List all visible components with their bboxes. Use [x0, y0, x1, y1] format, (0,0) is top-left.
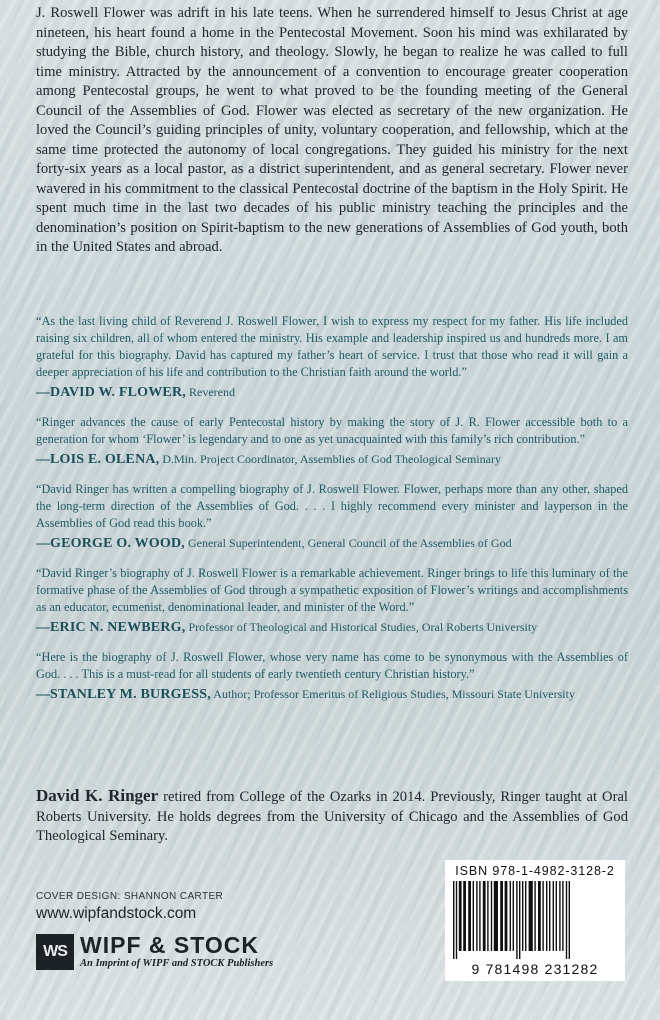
publisher-tagline: An Imprint of WIPF and STOCK Publishers: [80, 958, 274, 969]
endorsement-quote: “Ringer advances the cause of early Pentecostal history by making the story of J. R. Flower accessible both to a generation for whom ‘Flower’ is legendary and to one as yet unacquainted with this family’s rich contribution.”: [36, 415, 628, 446]
endorser-name: ERIC N. NEWBERG,: [50, 620, 186, 635]
endorsement-quote: “David Ringer has written a compelling biography of J. Roswell Flower. Flower, perhaps more than any other, shaped the long-term direction of the Assemblies of God. . . . I highly recommend every minister and layperson in the Assemblies of God read this book.”: [36, 482, 628, 530]
publisher-website: www.wipfandstock.com: [36, 905, 197, 922]
endorser-title: D.Min. Project Coordinator, Assemblies of God Theological Seminary: [162, 452, 501, 466]
endorser-name: GEORGE O. WOOD,: [50, 536, 185, 551]
endorsement-attribution: [36, 451, 628, 468]
endorsement-attribution: [36, 384, 628, 401]
endorser-name: DAVID W. FLOWER,: [50, 385, 186, 400]
publisher-logo: [36, 934, 296, 974]
endorsement-quote: “David Ringer’s biography of J. Roswell Flower is a remarkable achievement. Ringer brings to life this luminary of the formative phase of the Assemblies of God through a sympathetic exposition of Flower’s writings and accomplishments as an educator, ecumenist, denominational leader, and minister of the Word.”: [36, 566, 628, 614]
endorsement-quote: “Here is the biography of J. Roswell Flower, whose very name has come to be synonymous with the Assemblies of God. . . . This is a must-read for all students of early twentieth century Christian history.”: [36, 650, 628, 681]
endorsement-attribution: [36, 619, 628, 636]
book-description: [36, 4, 628, 258]
attribution-dash: —: [36, 452, 50, 467]
barcode-digits: 9 781498 231282: [471, 961, 599, 977]
attribution-dash: —: [36, 620, 50, 635]
isbn-barcode-box: [445, 860, 625, 981]
endorsement: [36, 414, 628, 468]
endorsement: [36, 313, 628, 401]
attribution-dash: —: [36, 687, 50, 702]
attribution-dash: —: [36, 536, 50, 551]
author-name: David K. Ringer: [36, 786, 159, 805]
endorsement: [36, 481, 628, 552]
endorser-title: General Superintendent, General Council of the Assemblies of God: [187, 536, 512, 550]
endorsement: [36, 649, 628, 703]
publisher-name: WIPF & STOCK: [80, 932, 259, 958]
attribution-dash: —: [36, 385, 50, 400]
endorsement: [36, 565, 628, 636]
endorser-title: Author; Professor Emeritus of Religious Studies, Missouri State University: [213, 687, 575, 701]
endorsement-attribution: [36, 535, 628, 552]
endorser-title: Reverend: [188, 385, 235, 399]
author-bio: [36, 786, 628, 847]
isbn-label: ISBN 978-1-4982-3128-2: [455, 864, 615, 878]
author-bio-text: retired from College of the Ozarks in 2014. Previously, Ringer taught at Oral Roberts University. He holds degrees from the University of Chicago and the Assemblies of God Theological Seminary.: [36, 789, 628, 844]
endorsement-quote: “As the last living child of Reverend J. Roswell Flower, I wish to express my respect for my father. His life included raising six children, all of whom entered the ministry. His example and leadership inspired us and hundreds more. I am grateful for this biography. David has captured my father’s heart of service. I trust that those who read it will gain a deeper appreciation of his life and contribution to the Christian faith around the world.”: [36, 314, 628, 379]
endorsement-attribution: [36, 686, 628, 703]
endorser-name: STANLEY M. BURGESS,: [50, 687, 211, 702]
endorsements: [36, 313, 628, 716]
description-paragraph: J. Roswell Flower was adrift in his late teens. When he surrendered himself to Jesus Christ at age nineteen, his heart found a home in the Pentecostal Movement. Soon his mind was exhilarated by studying the Bible, church history, and theology. Slowly, he began to realize he was called to full time ministry. Attracted by the announcement of a convention to encourage greater cooperation among Pentecostal groups, he went to what proved to be the founding meeting of the General Council of the Assemblies of God. Flower was elected as secretary of the new organization. He loved the Council’s guiding principles of unity, voluntary cooperation, and fellowship, which at the same time protected the autonomy of local congregations. They guided his ministry for the next forty-six years as a local pastor, as a district superintendent, and as general secretary. Flower never wavered in his commitment to the classical Pentecostal doctrine of the baptism in the Holy Spirit. He spent much time in the last two decades of his public ministry teaching the principles and the denomination’s position on Spirit-baptism to the new generations of Assemblies of God youth, both in the United States and abroad.: [36, 5, 628, 255]
cover-design-credit: COVER DESIGN: SHANNON CARTER: [36, 891, 224, 902]
endorser-title: Professor of Theological and Historical Studies, Oral Roberts University: [188, 620, 538, 634]
barcode-icon: [451, 881, 619, 959]
endorser-name: LOIS E. OLENA,: [50, 452, 160, 467]
ws-logo-icon: WS: [36, 934, 74, 970]
